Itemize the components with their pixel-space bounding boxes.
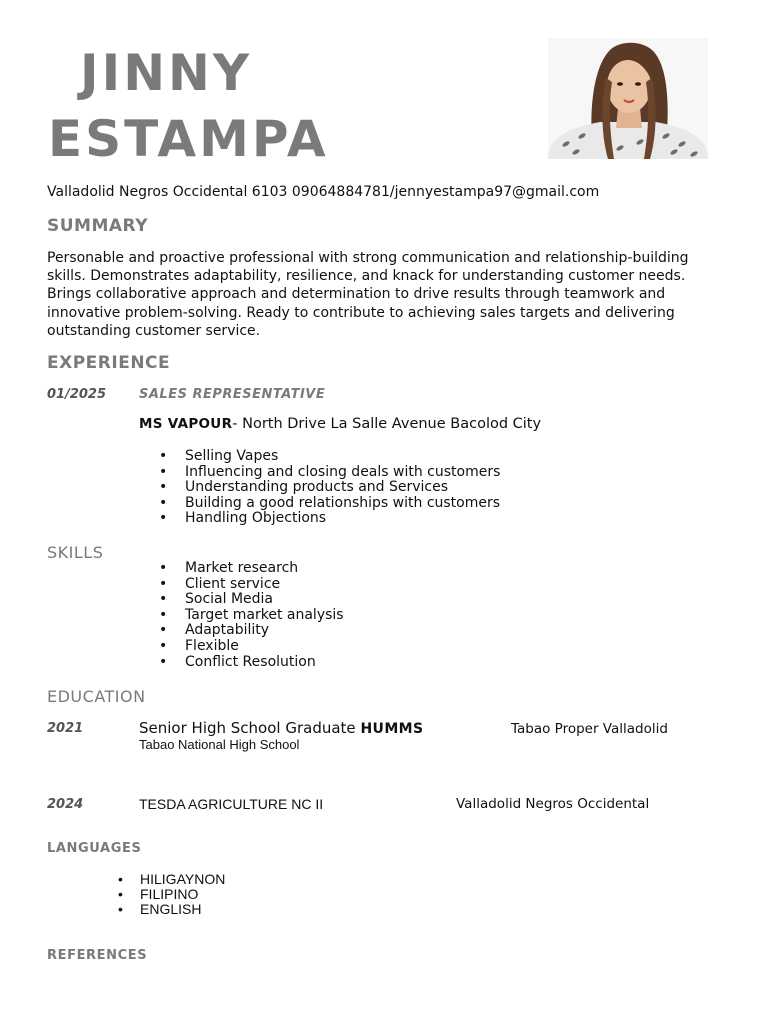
experience-company-line (139, 416, 541, 432)
list-item: • Adaptability (139, 623, 344, 639)
education-title-text: Senior High School Graduate (139, 719, 361, 737)
education-year-1: 2021 (47, 721, 84, 736)
education-location-2: Valladolid Negros Occidental (456, 796, 650, 812)
list-item: • Target market analysis (139, 608, 344, 624)
list-item: • HILIGAYNON (116, 872, 225, 887)
list-item: • Social Media (139, 592, 344, 608)
education-year-2: 2024 (47, 797, 84, 812)
languages-list (116, 872, 225, 917)
summary-text: Personable and proactive professional with strong communication and relationship-building skills. Demonstrates adaptability, resilience, and knack for understanding customer needs. Brings collaborative approach and determination to drive results through teamwork and innovative problem-solving. Ready to contribute to achieving sales targets and delivering outstanding customer service. (47, 250, 689, 339)
list-item: • ENGLISH (116, 902, 225, 917)
last-name: ESTAMPA (48, 110, 329, 168)
company-name: MS VAPOUR (139, 416, 233, 432)
education-title-1 (139, 719, 423, 737)
languages-heading: LANGUAGES (47, 841, 142, 856)
list-item: • Flexible (139, 639, 344, 655)
list-item: • Client service (139, 577, 344, 593)
first-name: JINNY (80, 44, 253, 102)
experience-date: 01/2025 (47, 387, 107, 402)
experience-role: SALES REPRESENTATIVE (139, 387, 326, 402)
list-item: • Conflict Resolution (139, 655, 344, 671)
skills-heading: SKILLS (47, 543, 104, 562)
list-item: • Handling Objections (139, 511, 500, 527)
list-item: • FILIPINO (116, 887, 225, 902)
summary-heading: SUMMARY (47, 216, 149, 236)
education-school-1: Tabao National High School (139, 737, 300, 752)
education-location-1: Tabao Proper Valladolid (511, 721, 668, 737)
contact-line (47, 184, 599, 200)
list-item: • Market research (139, 561, 344, 577)
company-location: - North Drive La Salle Avenue Bacolod City (232, 416, 542, 432)
skills-list (139, 561, 344, 670)
profile-photo (548, 38, 708, 159)
list-item: • Selling Vapes (139, 449, 500, 465)
contact-text: Valladolid Negros Occidental 6103 09064884781/jennyestampa97@gmail.com (47, 184, 600, 200)
profile-photo-icon (548, 38, 708, 159)
list-item: • Influencing and closing deals with customers (139, 465, 500, 481)
list-item: • Understanding products and Services (139, 480, 500, 496)
duties-list (139, 449, 500, 527)
education-heading: EDUCATION (47, 687, 146, 706)
experience-heading: EXPERIENCE (47, 353, 171, 373)
education-strand: HUMMS (360, 721, 424, 737)
references-heading: REFERENCES (47, 948, 148, 963)
list-item: • Building a good relationships with customers (139, 496, 500, 512)
education-title-2: TESDA AGRICULTURE NC II (139, 796, 324, 812)
